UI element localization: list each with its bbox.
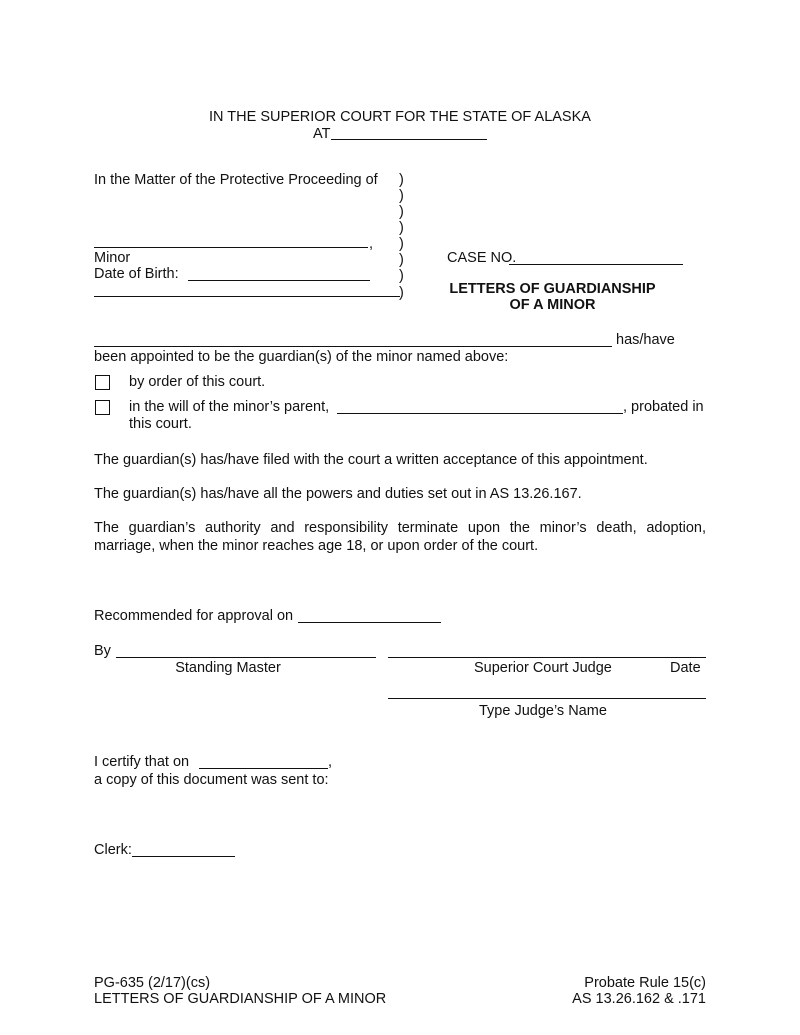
clerk-blank[interactable] (132, 856, 235, 857)
court-location-blank[interactable] (331, 139, 487, 140)
standing-master-signature-line[interactable] (116, 657, 376, 658)
statute-reference: AS 13.26.162 & .171 (572, 991, 706, 1007)
minor-name-blank[interactable] (94, 247, 368, 248)
dob-label: Date of Birth: (94, 266, 179, 282)
has-have: has/have (616, 332, 675, 348)
case-no-label: CASE NO. (447, 250, 517, 266)
judge-signature-line[interactable] (388, 657, 706, 658)
form-title: LETTERS OF GUARDIANSHIP OF A MINOR (94, 991, 387, 1007)
probated-label: , probated in (623, 399, 704, 415)
termination-paragraph: The guardian’s authority and responsibility terminate upon the minor’s death, adoption, marriage, when the minor reaches age 18, or upon order of the court. (94, 520, 706, 554)
guardian-name-blank[interactable] (94, 346, 612, 347)
will-checkbox[interactable] (95, 400, 110, 415)
powers-paragraph: The guardian(s) has/have all the powers and duties set out in AS 13.26.167. (94, 486, 582, 502)
caption-paren: ) (399, 204, 404, 220)
by-label: By (94, 643, 111, 659)
date-label: Date (670, 660, 701, 676)
this-court-label: this court. (129, 416, 192, 432)
comma: , (369, 236, 374, 252)
parent-name-blank[interactable] (337, 413, 623, 414)
matter-label: In the Matter of the Protective Proceeding of (94, 172, 378, 188)
certify-label: I certify that on (94, 754, 190, 770)
order-of-court-checkbox[interactable] (95, 375, 110, 390)
judge-name-line[interactable] (388, 698, 706, 699)
caption-paren: ) (399, 252, 404, 268)
caption-paren: ) (399, 188, 404, 204)
document-title-2: OF A MINOR (509, 297, 596, 313)
caption-paren: ) (399, 268, 404, 284)
dob-blank[interactable] (188, 280, 370, 281)
document-title-1: LETTERS OF GUARDIANSHIP (449, 281, 656, 297)
option-will-label: in the will of the minor’s parent, (129, 399, 330, 415)
caption-bottom-line (94, 296, 400, 297)
copy-sent-label: a copy of this document was sent to: (94, 772, 329, 788)
option-order-label: by order of this court. (129, 374, 266, 390)
caption-paren: ) (399, 220, 404, 236)
appointed-text: been appointed to be the guardian(s) of the minor named above: (94, 349, 509, 365)
at-label: AT (313, 126, 331, 142)
certify-date-blank[interactable] (199, 768, 328, 769)
recommended-label: Recommended for approval on (94, 608, 294, 624)
recommended-date-blank[interactable] (298, 622, 441, 623)
case-no-blank[interactable] (509, 264, 683, 265)
form-number: PG-635 (2/17)(cs) (94, 975, 211, 991)
judge-label: Superior Court Judge (474, 660, 612, 676)
caption-paren: ) (399, 236, 404, 252)
type-judge-name-label: Type Judge’s Name (479, 703, 607, 719)
standing-master-label: Standing Master (175, 660, 281, 676)
acceptance-paragraph: The guardian(s) has/have filed with the court a written acceptance of this appointment. (94, 452, 648, 468)
caption-paren: ) (399, 172, 404, 188)
probate-rule: Probate Rule 15(c) (584, 975, 706, 991)
caption-paren: ) (399, 285, 404, 301)
certify-comma: , (328, 754, 333, 770)
clerk-label: Clerk: (94, 842, 132, 858)
court-heading: IN THE SUPERIOR COURT FOR THE STATE OF ALASKA (209, 109, 591, 125)
minor-label: Minor (94, 250, 131, 266)
